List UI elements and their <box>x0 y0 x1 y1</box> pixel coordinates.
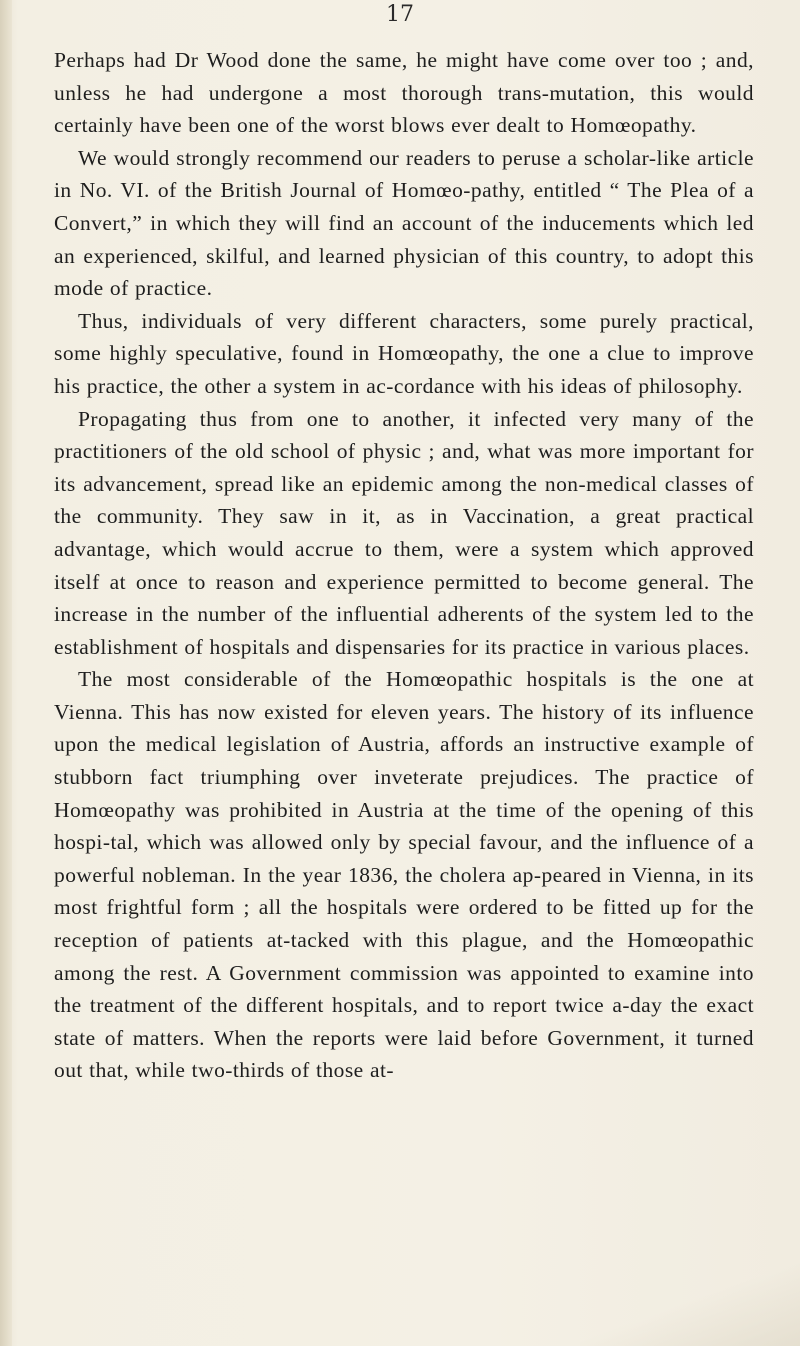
page-binding-edge <box>0 0 12 1346</box>
paragraph-different-characters: Thus, individuals of very different characters, some purely practical, some highly speculative, found in Homœopathy, the one a clue to improve his practice, the other a system in ac-cordance with his ideas of philosophy. <box>54 308 754 398</box>
paragraph-vienna-hospital: The most considerable of the Homœopathic hospitals is the one at Vienna. This has now existed for eleven years. The history of its influence upon the medical legislation of Austria, affords an instructive example of stubborn fact triumphing over inveterate prejudices. The practice of Homœopathy was prohibited in Austria at the time of the opening of this hospi-tal, which was allowed only by special favour, and the influence of a powerful nobleman. In the year 1836, the cholera ap-peared in Vienna, in its most frightful form ; all the hospitals were ordered to be fitted up for the reception of patients at-tacked with this plague, and the Homœopathic among the rest. A Government commission was appointed to examine into the treatment of the different hospitals, and to report twice a-day the exact state of matters. When the reports were laid before Government, it turned out that, while two-thirds of those at- <box>54 667 754 1083</box>
page-curl-shadow <box>580 1236 800 1346</box>
paragraph-continuation: Perhaps had Dr Wood done the same, he might have come over too ; and, unless he had undergone a most thorough trans-mutation, this would certainly have been one of the worst blows ever dealt to Homœopathy. <box>54 48 754 138</box>
page-number: 17 <box>386 2 414 27</box>
paragraph-propagation: Propagating thus from one to another, it infected very many of the practitioners of the old school of physic ; and, what was more important for its advancement, spread like an epidemic among the non-medical classes of the community. They saw in it, as in Vaccination, a great practical advantage, which would accrue to them, were a system which approved itself at once to reason and experience permitted to become general. The increase in the number of the influential adherents of the system led to the establishment of hospitals and dispensaries for its practice in various places. <box>54 406 754 659</box>
body-text <box>54 44 754 1087</box>
paragraph-plea-of-a-convert: We would strongly recommend our readers to peruse a scholar-like article in No. VI. of the British Journal of Homœo-pathy, entitled “ The Plea of a Convert,” in which they will find an account of the inducements which led an experienced, skilful, and learned physician of this country, to adopt this mode of practice. <box>54 145 754 301</box>
